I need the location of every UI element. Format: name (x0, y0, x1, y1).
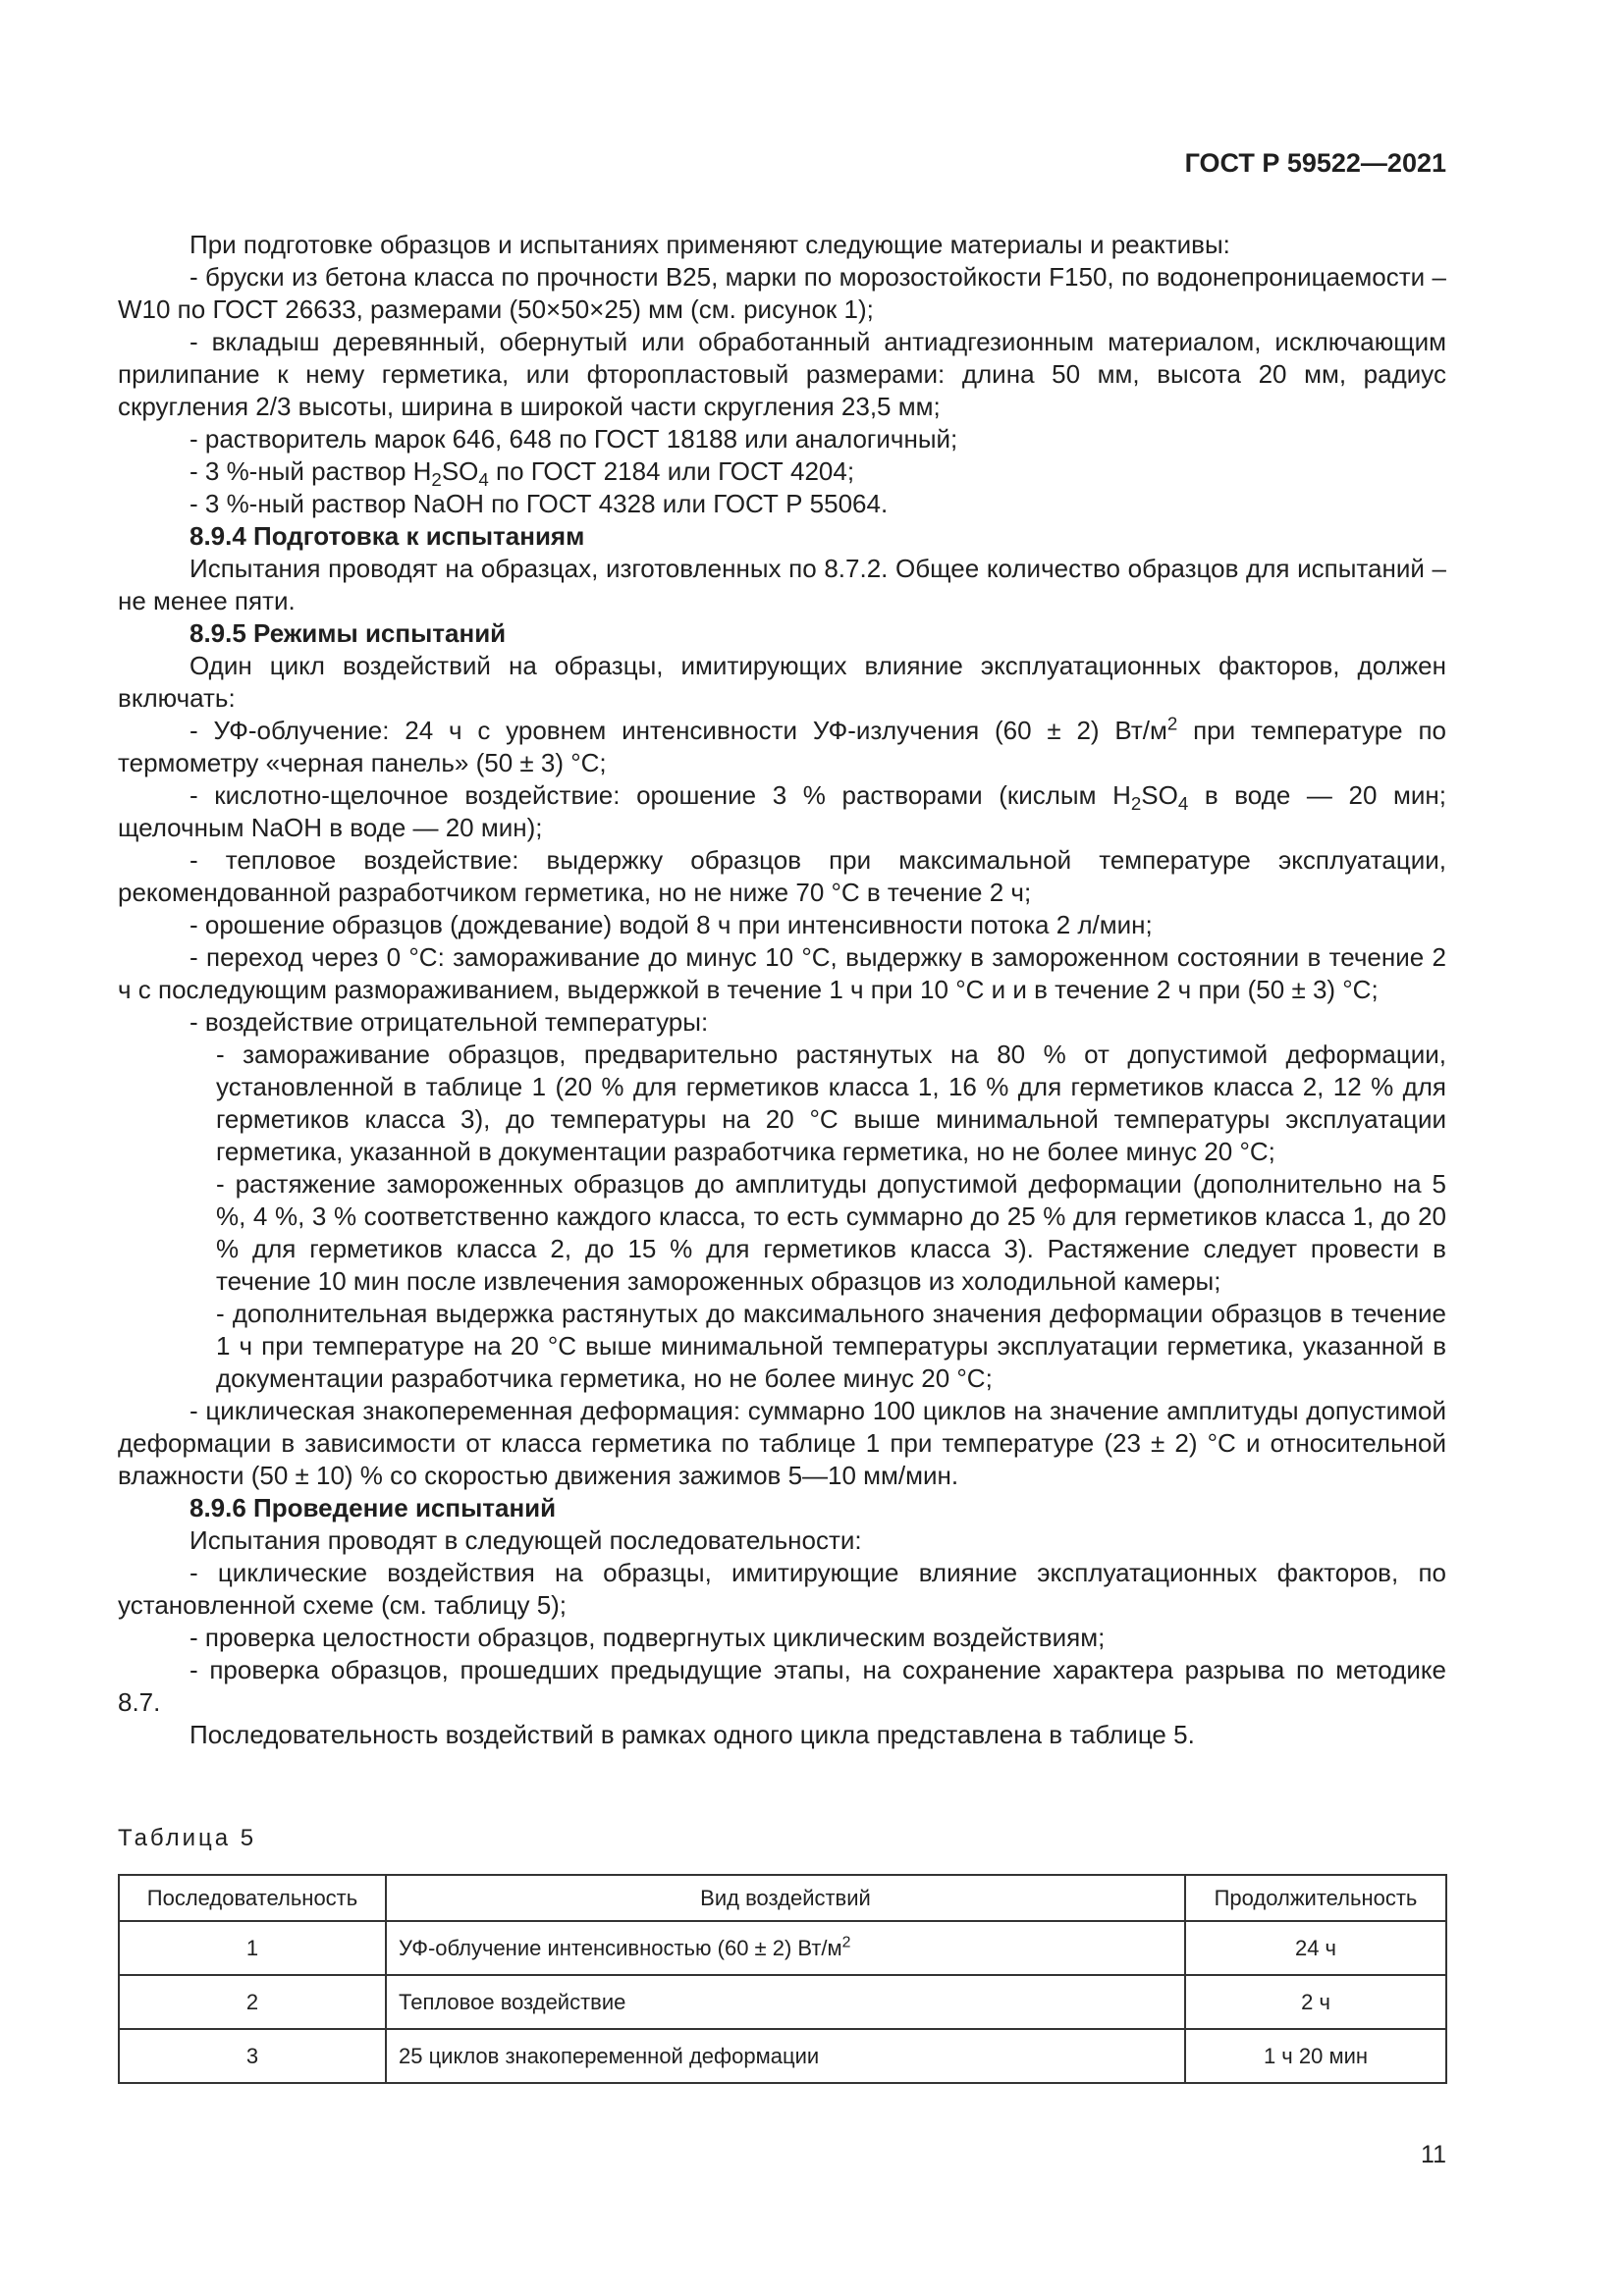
paragraph-preparation: Испытания проводят на образцах, изготовленных по 8.7.2. Общее количество образцов для испытаний – не менее пяти. (118, 554, 1446, 615)
paragraph-sequence-intro: Испытания проводят в следующей последовательности: (189, 1525, 862, 1555)
paragraph-cycle-intro: Один цикл воздействий на образцы, имитирующих влияние эксплуатационных факторов, должен включать: (118, 651, 1446, 713)
list-item-zero-transition: - переход через 0 °C: замораживание до минус 10 °C, выдержку в замороженном состоянии в течение 2 ч с последующим размораживанием, выдержкой в течение 1 ч при 10 °C и и в течение 2 ч при (50 ± 3) °C; (118, 942, 1446, 1004)
cell-duration: 1 ч 20 мин (1185, 2029, 1446, 2083)
sublist-item-freezing: - замораживание образцов, предварительно растянутых на 80 % от допустимой деформации, установленной в таблице 1 (20 % для герметиков класса 1, 16 % для герметиков класса 2, 12 % для герметиков класса 3), до температуры на 20 °C выше минимальной температуры эксплуатации герметика, указанной в документации разработчика герметика, но не более минус 20 °C; (216, 1040, 1446, 1166)
cell-action: Тепловое воздействие (386, 1975, 1185, 2029)
section-heading-8-9-5: 8.9.5 Режимы испытаний (189, 618, 507, 648)
table-row (119, 1921, 1446, 1975)
column-header-sequence: Последовательность (119, 1875, 386, 1921)
list-item-cyclic-effects: - циклические воздействия на образцы, имитирующие влияние эксплуатационных факторов, по установленной схеме (см. таблицу 5); (118, 1558, 1446, 1620)
list-item-negative-temp: - воздействие отрицательной температуры: (189, 1007, 709, 1037)
document-body (118, 229, 1446, 1751)
document-code: ГОСТ Р 59522—2021 (1184, 148, 1446, 178)
table-body (119, 1921, 1446, 2083)
list-item-thermal: - тепловое воздействие: выдержку образцов при максимальной температуре эксплуатации, рекомендованной разработчиком герметика, но не ниже 70 °C в течение 2 ч; (118, 845, 1446, 907)
column-header-duration: Продолжительность (1185, 1875, 1446, 1921)
list-item-integrity-check: - проверка целостности образцов, подвергнутых циклическим воздействиям; (189, 1623, 1106, 1652)
table-caption: Таблица 5 (118, 1825, 257, 1851)
section-heading-8-9-6: 8.9.6 Проведение испытаний (189, 1493, 557, 1522)
table-header-row (119, 1875, 1446, 1921)
list-item-sprinkling: - орошение образцов (дождевание) водой 8 ч при интенсивности потока 2 л/мин; (189, 910, 1153, 939)
list-item-insert: - вкладыш деревянный, обернутый или обработанный антиадгезионным материалом, исключающим прилипание к нему герметика, или фторопластовый размерами: длина 50 мм, высота 20 мм, радиус скругления 2/3 высоты, ширина в широкой части скругления 23,5 мм; (118, 327, 1446, 421)
list-item-alkali-solution: - 3 %-ный раствор NaOH по ГОСТ 4328 или ГОСТ Р 55064. (189, 489, 889, 518)
page-number: 11 (1421, 2141, 1446, 2168)
cell-sequence: 3 (119, 2029, 386, 2083)
sublist-item-holding: - дополнительная выдержка растянутых до максимального значения деформации образцов в течение 1 ч при температуре на 20 °C выше минимальной температуры эксплуатации герметика, указанной в документации разработчика герметика, но не более минус 20 °C; (216, 1299, 1446, 1393)
cell-action: 25 циклов знакопеременной деформации (386, 2029, 1185, 2083)
table-row (119, 2029, 1446, 2083)
cell-action: УФ-облучение интенсивностью (60 ± 2) $Вт/м^2$ (386, 1921, 1185, 1975)
cell-duration: 24 ч (1185, 1921, 1446, 1975)
section-heading-8-9-4: 8.9.4 Подготовка к испытаниям (189, 521, 585, 551)
paragraph-materials-intro: При подготовке образцов и испытаниях применяют следующие материалы и реактивы: (189, 230, 1230, 259)
table-5 (118, 1874, 1447, 2084)
list-item-cyclic-deformation: - циклическая знакопеременная деформация: суммарно 100 циклов на значение амплитуды допустимой деформации в зависимости от класса герметика по таблице 1 при температуре (23 ± 2) °C и относительной влажности (50 ± 10) % со скоростью движения зажимов 5—10 мм/мин. (118, 1396, 1446, 1490)
cell-duration: 2 ч (1185, 1975, 1446, 2029)
column-header-action: Вид воздействий (386, 1875, 1185, 1921)
list-item-concrete-bars: - бруски из бетона класса по прочности B25, марки по морозостойкости F150, по водонепроницаемости – W10 по ГОСТ 26633, размерами (50×50×25) мм (см. рисунок 1); (118, 262, 1446, 324)
table-row (119, 1975, 1446, 2029)
list-item-uv-exposure: - УФ-облучение: 24 ч с уровнем интенсивности УФ-излучения (60 ± 2) $Вт/м^2$ при температуре по термометру «черная панель» (50 ± 3) °C; (118, 713, 1446, 777)
list-item-solvent: - растворитель марок 646, 648 по ГОСТ 18188 или аналогичный; (189, 424, 958, 454)
list-item-fracture-check: - проверка образцов, прошедших предыдущие этапы, на сохранение характера разрыва по методике 8.7. (118, 1655, 1446, 1717)
list-item-acid-solution: - 3 %-ный раствор $H_2SO_4$ по ГОСТ 2184 или ГОСТ 4204; (189, 456, 855, 491)
paragraph-table-reference: Последовательность воздействий в рамках одного цикла представлена в таблице 5. (189, 1720, 1195, 1749)
cell-sequence: 2 (119, 1975, 386, 2029)
cell-sequence: 1 (119, 1921, 386, 1975)
sublist-item-stretching: - растяжение замороженных образцов до амплитуды допустимой деформации (дополнительно на 5 %, 4 %, 3 % соответственно каждого класса, то есть суммарно до 25 % для герметиков класса 1, до 20 % для герметиков класса 2, до 15 % для герметиков класса 3). Растяжение следует провести в течение 10 мин после извлечения замороженных образцов из холодильной камеры; (216, 1169, 1446, 1296)
list-item-acid-alkali: - кислотно-щелочное воздействие: орошение 3 % растворами (кислым $H_2SO_4$ в воде — 20 мин; щелочным NaOH в воде — 20 мин); (118, 780, 1446, 842)
